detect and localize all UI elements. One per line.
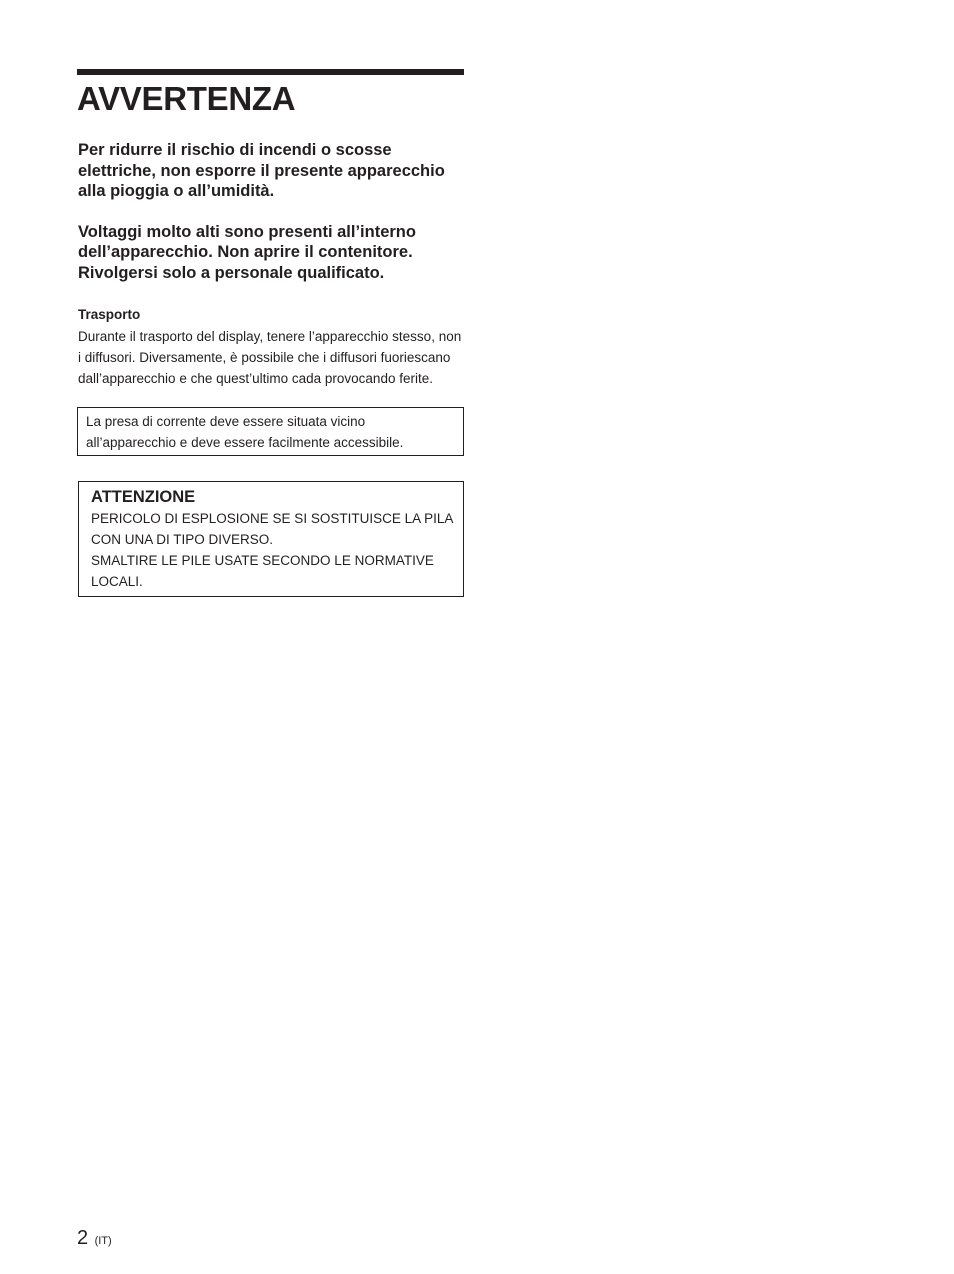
transport-heading: Trasporto — [78, 307, 141, 322]
content-column — [77, 69, 464, 597]
transport-text: Durante il trasporto del display, tenere l’apparecchio stesso, non i diffusori. Diversamente, è possibile che i diffusori fuoriescano dall’apparecchio e che quest’ultimo cada provocando ferite. — [78, 329, 462, 386]
caution-line-disposal: SMALTIRE LE PILE USATE SECONDO LE NORMATIVE LOCALI. — [91, 553, 434, 590]
page-language-code: (IT) — [94, 1235, 112, 1247]
page-title: AVVERTENZA — [77, 80, 296, 117]
caution-line-explosion: PERICOLO DI ESPLOSIONE SE SI SOSTITUISCE LA PILA CON UNA DI TIPO DIVERSO. — [91, 511, 453, 548]
page-footer — [77, 1226, 112, 1253]
title-rule — [77, 69, 464, 75]
caution-title: ATTENZIONE — [91, 488, 196, 507]
warning-fire-shock: Per ridurre il rischio di incendi o scosse elettriche, non esporre il presente apparecchio alla pioggia o all’umidità. — [78, 141, 445, 200]
power-outlet-notice-text: La presa di corrente deve essere situata vicino all’apparecchio e deve essere facilmente accessibile. — [86, 414, 404, 451]
warning-high-voltage: Voltaggi molto alti sono presenti all’interno dell’apparecchio. Non aprire il contenitore. Rivolgersi solo a personale qualificato. — [78, 222, 416, 282]
page-number: 2 — [77, 1227, 89, 1249]
battery-caution-box — [78, 481, 464, 597]
power-outlet-notice-box — [77, 407, 464, 456]
